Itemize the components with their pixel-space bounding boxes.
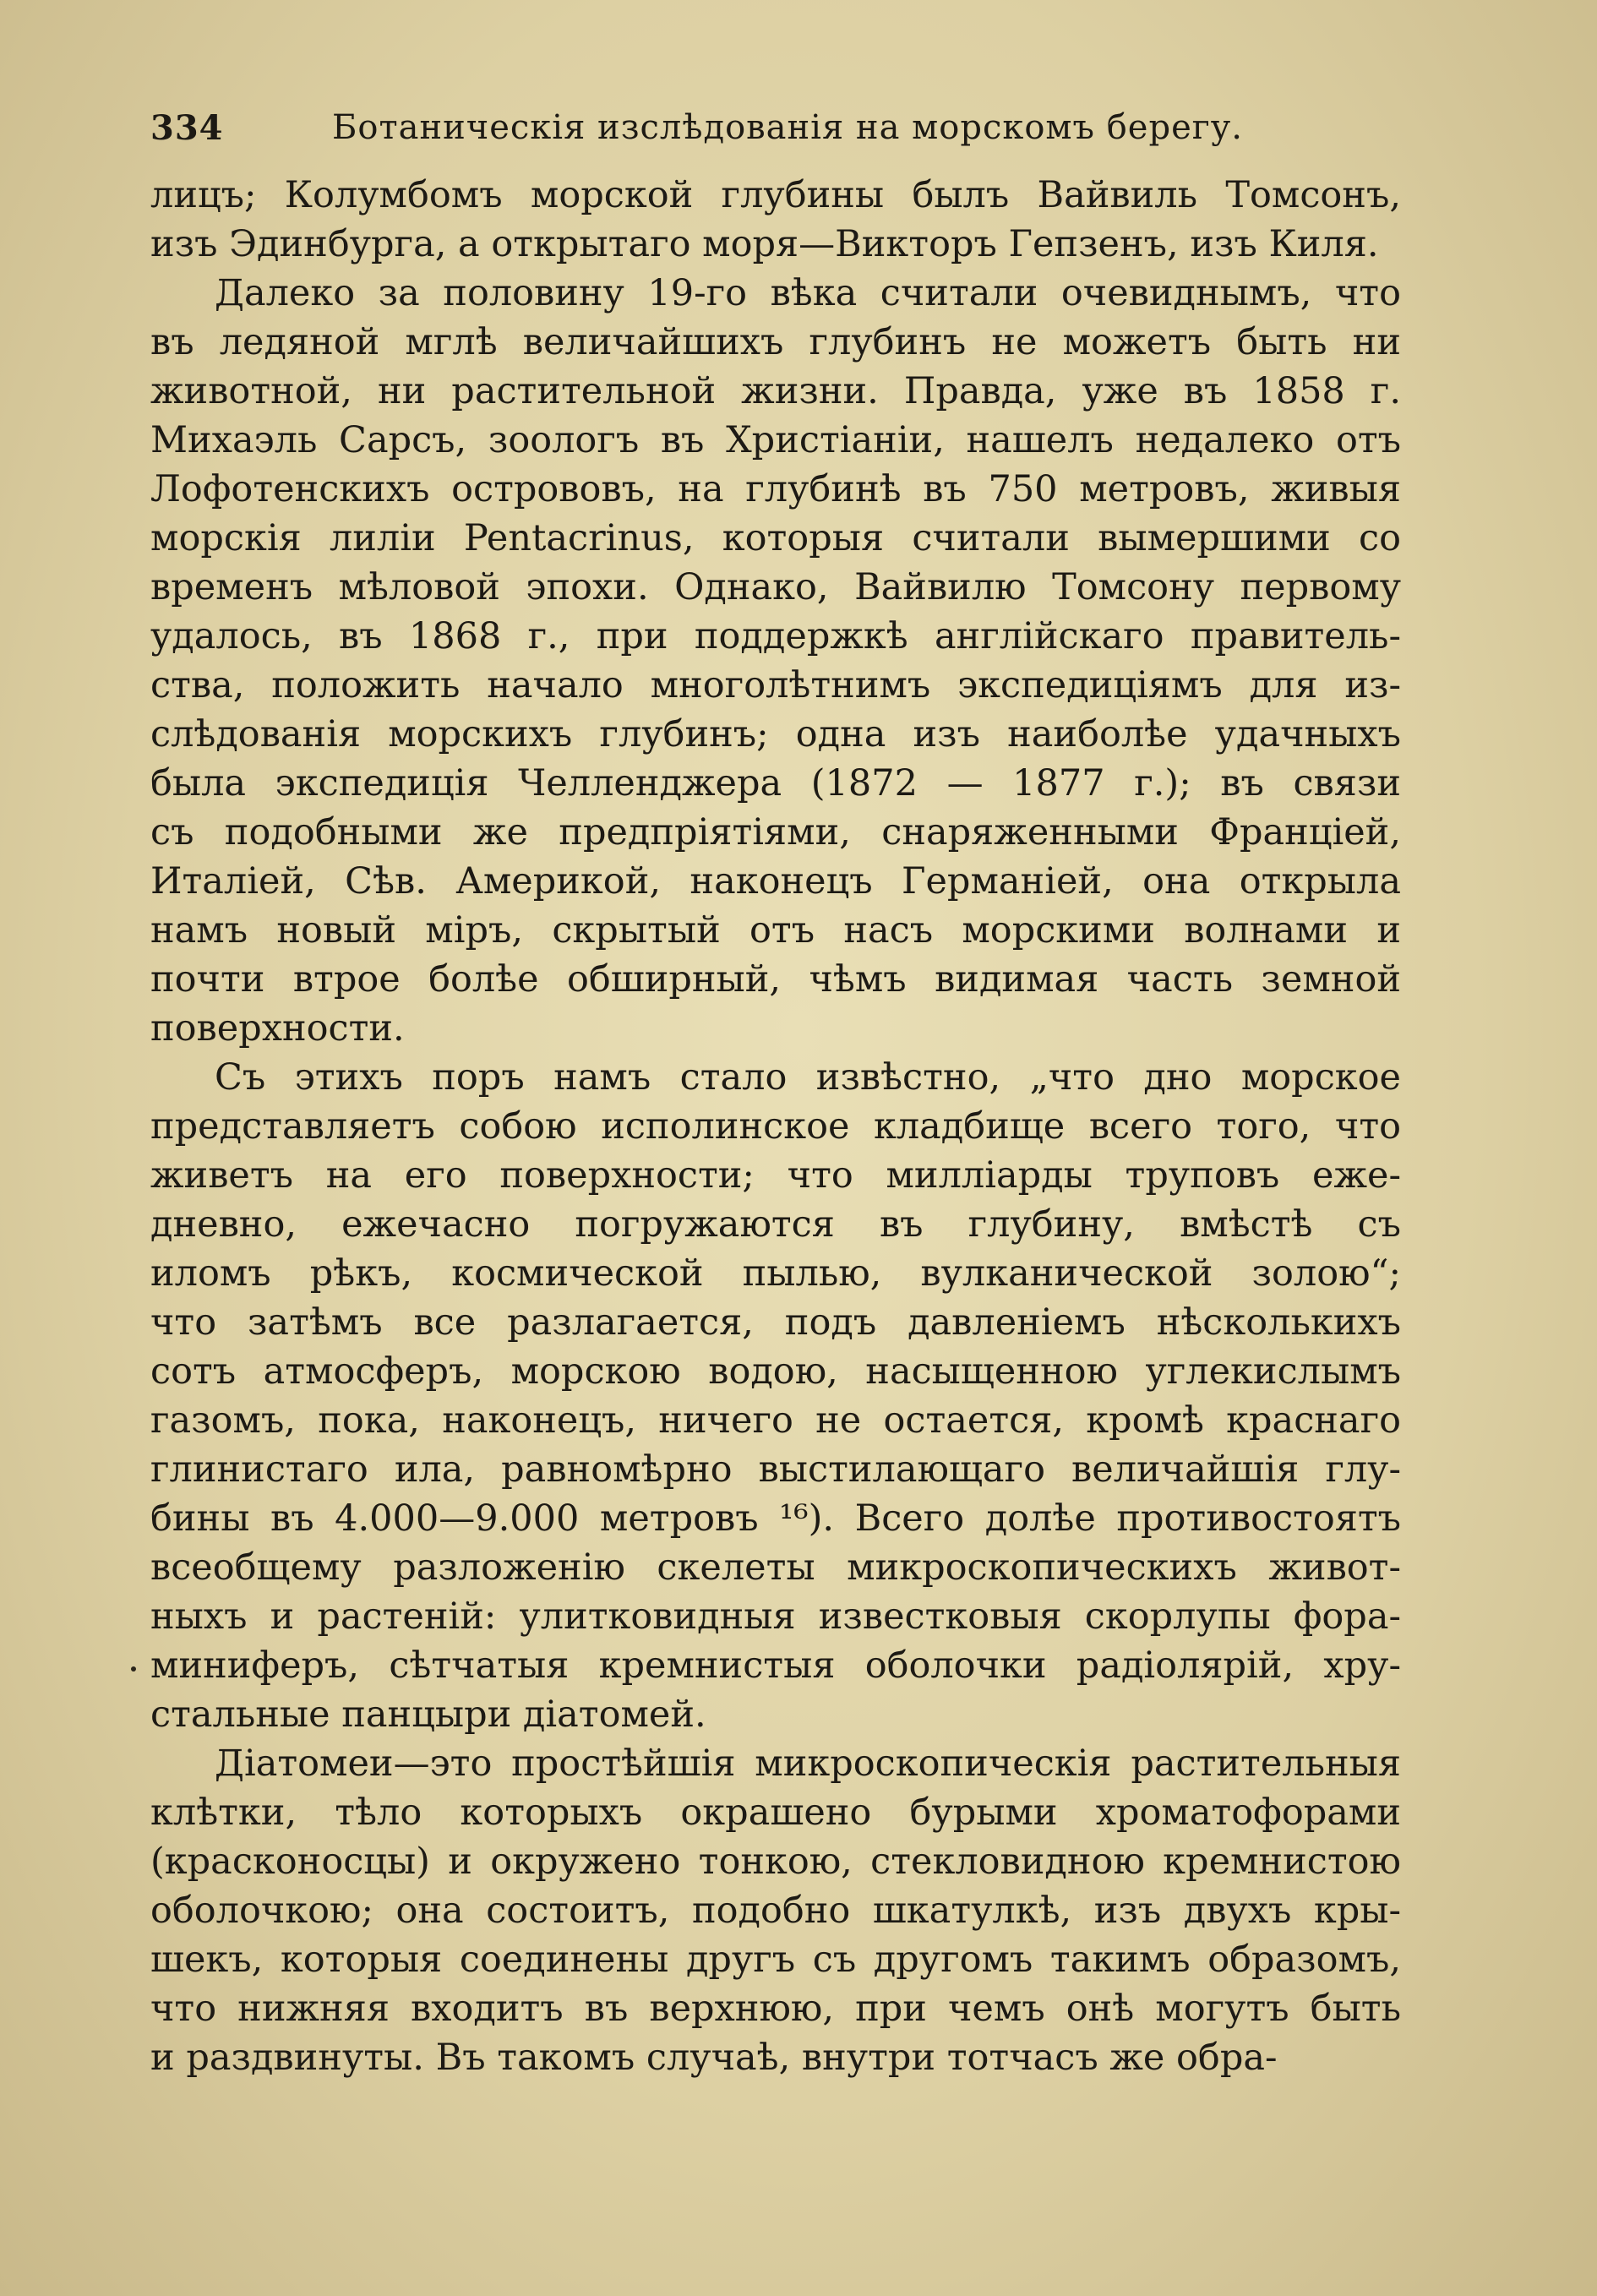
text-line: слѣдованія морскихъ глубинъ; одна изъ наиболѣе удачныхъ (150, 713, 1401, 755)
text-line: сотъ атмосферъ, морскою водою, насыщенною углекислымъ (150, 1350, 1401, 1393)
text-line: временъ мѣловой эпохи. Однако, Вайвилю Томсону первому (150, 566, 1401, 608)
paragraph (150, 1053, 1401, 1739)
text-line: что нижняя входитъ въ верхнюю, при чемъ онѣ могутъ быть (150, 1988, 1401, 2030)
text-line: Лофотенскихъ острововъ, на глубинѣ въ 750 метровъ, живыя (150, 468, 1401, 510)
text-line: поверхности. (150, 1007, 405, 1050)
text-line: Далеко за половину 19-го вѣка считали очевиднымъ, что (215, 272, 1401, 314)
text-line: оболочкою; она состоитъ, подобно шкатулкѣ, изъ двухъ кры- (150, 1890, 1401, 1932)
text-line: шекъ, которыя соединены другъ съ другомъ такимъ образомъ, (150, 1939, 1401, 1981)
text-line: почти втрое болѣе обширный, чѣмъ видимая часть земной (150, 958, 1401, 1001)
text-line: иломъ рѣкъ, космической пылью, вулканической золою“; (150, 1252, 1401, 1295)
text-line: всеобщему разложенію скелеты микроскопическихъ живот- (150, 1546, 1401, 1589)
text-line: клѣтки, тѣло которыхъ окрашено бурыми хроматофорами (150, 1792, 1401, 1834)
text-line: дневно, ежечасно погружаются въ глубину, вмѣстѣ съ (150, 1203, 1401, 1246)
text-line: стальные панцыри діатомей. (150, 1693, 706, 1736)
paragraph (150, 171, 1401, 269)
paragraph (150, 269, 1401, 1053)
text-line: въ ледяной мглѣ величайшихъ глубинъ не можетъ быть ни (150, 321, 1401, 363)
text-line: намъ новый міръ, скрытый отъ насъ морскими волнами и (150, 909, 1401, 952)
text-line: живетъ на его поверхности; что милліарды труповъ еже- (150, 1154, 1401, 1197)
text-line: Съ этихъ поръ намъ стало извѣстно, „что дно морское (215, 1056, 1401, 1099)
text-line: бины въ 4.000—9.000 метровъ ¹⁶). Всего долѣе противостоятъ (150, 1497, 1401, 1540)
text-line: морскія лиліи Pentacrinus, которыя считали вымершими со (150, 517, 1401, 559)
text-line: представляетъ собою исполинское кладбище всего того, что (150, 1105, 1401, 1148)
text-line: глинистаго ила, равномѣрно выстилающаго величайшія глу- (150, 1448, 1401, 1491)
running-title: Ботаническія изслѣдованія на морскомъ берегу. (332, 108, 1243, 147)
text-line: ства, положить начало многолѣтнимъ экспедиціямъ для из- (150, 664, 1401, 706)
text-line: миниферъ, сѣтчатыя кремнистыя оболочки радіолярій, хру- (150, 1644, 1401, 1687)
text-line: изъ Эдинбурга, а открытаго моря—Викторъ Гепзенъ, изъ Киля. (150, 223, 1379, 265)
text-line: лицъ; Колумбомъ морской глубины былъ Вайвиль Томсонъ, (150, 174, 1401, 216)
text-line: Михаэль Сарсъ, зоологъ въ Христіаніи, нашелъ недалеко отъ (150, 419, 1401, 461)
text-line: Италіей, Сѣв. Америкой, наконецъ Германіей, она открыла (150, 860, 1401, 903)
paper-speck (131, 1666, 136, 1672)
text-line: газомъ, пока, наконецъ, ничего не остается, кромѣ краснаго (150, 1399, 1401, 1442)
page-header (150, 108, 1401, 159)
text-line: (красконосцы) и окружено тонкою, стекловидною кремнистою (150, 1841, 1401, 1883)
text-line: съ подобными же предпріятіями, снаряженными Франціей, (150, 811, 1401, 854)
text-line: удалось, въ 1868 г., при поддержкѣ англійскаго правитель- (150, 615, 1401, 657)
text-line: что затѣмъ все разлагается, подъ давленіемъ нѣсколькихъ (150, 1301, 1401, 1344)
text-line: и раздвинуты. Въ такомъ случаѣ, внутри тотчасъ же обра- (150, 2037, 1278, 2079)
text-line: была экспедиція Челленджера (1872 — 1877 г.); въ связи (150, 762, 1401, 804)
text-line: ныхъ и растеній: улитковидныя известковыя скорлупы фора- (150, 1595, 1401, 1638)
paragraph (150, 1739, 1401, 2082)
page-number: 334 (150, 108, 224, 148)
text-line: животной, ни растительной жизни. Правда, уже въ 1858 г. (150, 370, 1401, 412)
text-line: Діатомеи—это простѣйшія микроскопическія растительныя (215, 1742, 1401, 1785)
body-text (150, 171, 1401, 2082)
